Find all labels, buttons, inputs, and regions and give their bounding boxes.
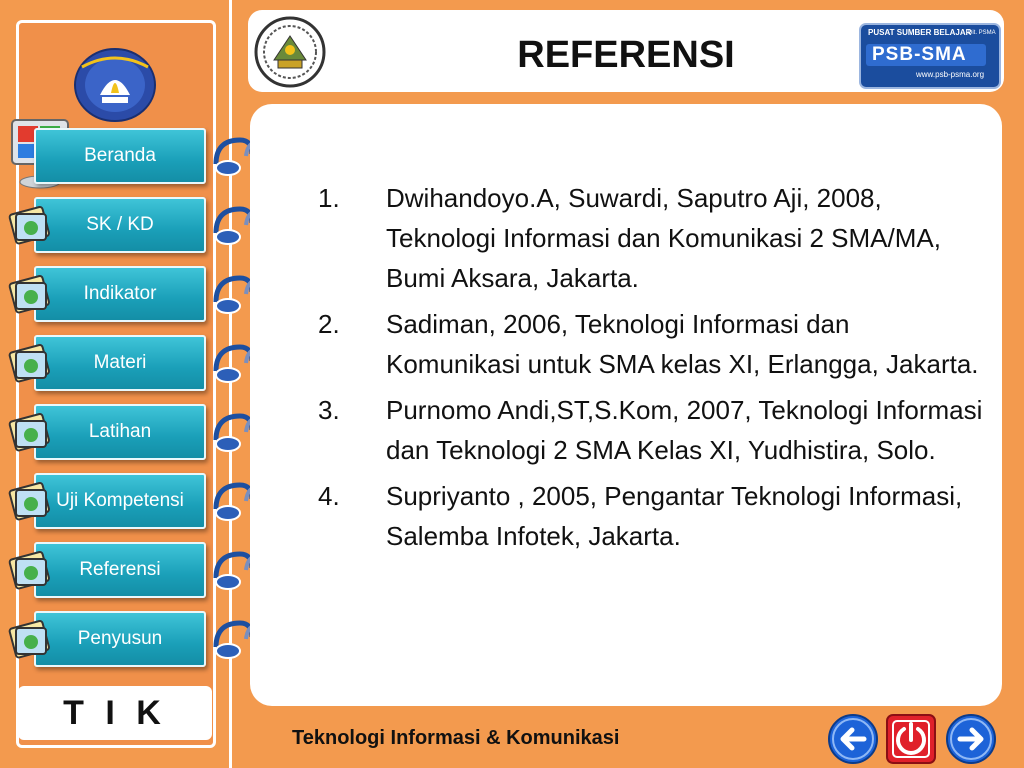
nav-button-sk-kd[interactable]	[34, 197, 206, 253]
nav-button-uji-kompetensi[interactable]	[34, 473, 206, 529]
nav-label: Indikator	[83, 282, 157, 304]
nav-label: SK / KD	[86, 213, 154, 235]
folder-image-icon	[6, 407, 54, 455]
forward-arrow-icon[interactable]	[944, 712, 998, 766]
nav-label: Materi	[93, 351, 147, 373]
folder-image-icon	[6, 200, 54, 248]
list-item	[318, 476, 986, 556]
content-panel	[250, 104, 1002, 706]
footer-caption: Teknologi Informasi & Komunikasi	[292, 727, 620, 749]
nav-button-indikator[interactable]	[34, 266, 206, 322]
folder-image-icon	[6, 338, 54, 386]
list-number: 4.	[318, 481, 340, 511]
list-number: 1.	[318, 183, 340, 213]
exit-icon[interactable]	[884, 712, 938, 766]
nav-button-referensi[interactable]	[34, 542, 206, 598]
list-text: Supriyanto , 2005, Pengantar Teknologi Informasi, Salemba Infotek, Jakarta.	[386, 481, 963, 551]
folder-image-icon	[6, 545, 54, 593]
list-item	[318, 304, 986, 384]
list-text: Dwihandoyo.A, Suwardi, Saputro Aji, 2008, Teknologi Informasi dan Komunikasi 2 SMA/MA, Bumi Aksara, Jakarta.	[386, 183, 941, 293]
list-item	[318, 390, 986, 470]
folder-image-icon	[6, 614, 54, 662]
folder-image-icon	[6, 476, 54, 524]
nav-button-beranda[interactable]	[34, 128, 206, 184]
brand-url: www.psb-psma.org	[916, 70, 985, 79]
back-arrow-icon[interactable]	[826, 712, 880, 766]
list-text: Sadiman, 2006, Teknologi Informasi dan Komunikasi untuk SMA kelas XI, Erlangga, Jakarta.	[386, 309, 979, 379]
tik-label: T I K	[18, 686, 212, 740]
brand-top-text: PUSAT SUMBER BELAJAR	[868, 28, 972, 37]
nav-button-materi[interactable]	[34, 335, 206, 391]
list-number: 3.	[318, 395, 340, 425]
page-title: REFERENSI	[517, 34, 735, 76]
folder-image-icon	[6, 269, 54, 317]
psb-sma-logo	[858, 20, 1004, 92]
reference-list	[318, 178, 986, 562]
nav-label: Latihan	[88, 420, 152, 442]
list-number: 2.	[318, 309, 340, 339]
nav-label: Penyusun	[77, 627, 163, 649]
nav-button-latihan[interactable]	[34, 404, 206, 460]
brand-badge: Dit. PSMA	[968, 30, 996, 36]
nav-label: Uji Kompetensi	[56, 489, 184, 511]
school-seal-logo	[252, 14, 328, 90]
list-text: Purnomo Andi,ST,S.Kom, 2007, Teknologi Informasi dan Teknologi 2 SMA Kelas XI, Yudhistira, Solo.	[386, 395, 983, 465]
nav-button-penyusun[interactable]	[34, 611, 206, 667]
tut-wuri-handayani-logo	[70, 45, 160, 125]
nav-label: Beranda	[84, 144, 156, 166]
brand-name: PSB-SMA	[872, 44, 967, 65]
nav-label: Referensi	[79, 558, 161, 580]
list-item	[318, 178, 986, 298]
